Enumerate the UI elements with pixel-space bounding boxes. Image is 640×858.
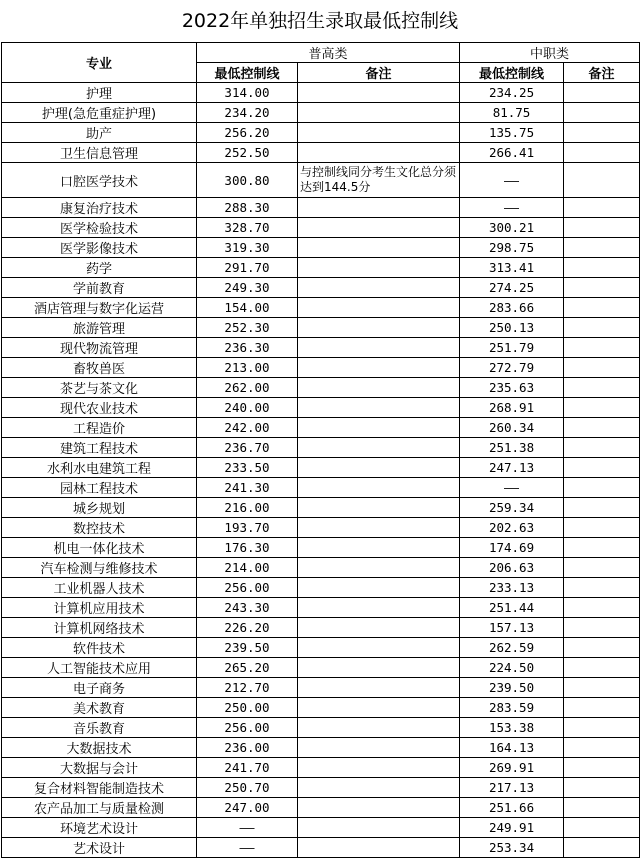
vocational-remark-cell (564, 618, 640, 638)
vocational-min-line-cell: 164.13 (460, 738, 564, 758)
vocational-remark-cell (564, 498, 640, 518)
vocational-min-line-cell: 260.34 (460, 418, 564, 438)
general-min-line-cell: 314.00 (197, 83, 298, 103)
table-row (2, 378, 640, 398)
vocational-remark-cell (564, 438, 640, 458)
general-remark-cell (298, 298, 460, 318)
vocational-remark-cell (564, 298, 640, 318)
vocational-min-line-cell: 153.38 (460, 718, 564, 738)
general-remark-cell: 与控制线同分考生文化总分须达到144.5分 (298, 163, 460, 198)
general-min-line-cell: —— (197, 818, 298, 838)
table-row (2, 578, 640, 598)
general-remark-cell (298, 498, 460, 518)
vocational-min-line-cell: 224.50 (460, 658, 564, 678)
vocational-min-line-cell: 251.66 (460, 798, 564, 818)
vocational-min-line-cell: 269.91 (460, 758, 564, 778)
major-header: 专业 (2, 43, 197, 83)
vocational-min-line-cell: 251.79 (460, 338, 564, 358)
vocational-remark-cell (564, 163, 640, 198)
vocational-min-line-cell: 174.69 (460, 538, 564, 558)
table-row (2, 338, 640, 358)
vocational-remark-cell (564, 83, 640, 103)
general-remark-cell (298, 758, 460, 778)
table-body (2, 83, 640, 858)
general-min-line-cell: 265.20 (197, 658, 298, 678)
general-remark-cell (298, 378, 460, 398)
general-remark-cell (298, 738, 460, 758)
major-cell: 大数据技术 (2, 738, 197, 758)
vocational-min-line-cell: 249.91 (460, 818, 564, 838)
table-row (2, 538, 640, 558)
general-min-line-cell: 291.70 (197, 258, 298, 278)
major-cell: 农产品加工与质量检测 (2, 798, 197, 818)
major-cell: 酒店管理与数字化运营 (2, 298, 197, 318)
vocational-remark-cell (564, 718, 640, 738)
general-min-line-cell: 241.70 (197, 758, 298, 778)
general-min-line-cell: 236.00 (197, 738, 298, 758)
major-cell: 汽车检测与维修技术 (2, 558, 197, 578)
vocational-min-line-cell: 239.50 (460, 678, 564, 698)
vocational-remark-cell (564, 338, 640, 358)
general-remark-cell (298, 123, 460, 143)
major-cell: 工程造价 (2, 418, 197, 438)
general-min-line-cell: 262.00 (197, 378, 298, 398)
vocational-min-line-cell: 206.63 (460, 558, 564, 578)
table-row (2, 618, 640, 638)
vocational-min-line-cell: 251.38 (460, 438, 564, 458)
vocational-min-line-cell: 298.75 (460, 238, 564, 258)
general-remark-cell (298, 198, 460, 218)
vocational-min-line-cell: 250.13 (460, 318, 564, 338)
table-row (2, 163, 640, 198)
vocational-remark-cell (564, 378, 640, 398)
major-cell: 计算机应用技术 (2, 598, 197, 618)
vocational-min-line-cell: 234.25 (460, 83, 564, 103)
table-row (2, 123, 640, 143)
general-min-line-cell: 234.20 (197, 103, 298, 123)
table-row (2, 498, 640, 518)
table-row (2, 778, 640, 798)
vocational-remark-cell (564, 778, 640, 798)
major-cell: 大数据与会计 (2, 758, 197, 778)
vocational-min-line-cell: 283.66 (460, 298, 564, 318)
general-remark-cell (298, 638, 460, 658)
major-cell: 医学检验技术 (2, 218, 197, 238)
vocational-min-line-cell: 283.59 (460, 698, 564, 718)
general-remark-cell (298, 838, 460, 858)
general-min-line-cell: 233.50 (197, 458, 298, 478)
vocational-remark-cell (564, 838, 640, 858)
general-min-line-cell: 328.70 (197, 218, 298, 238)
vocational-min-line-cell: 81.75 (460, 103, 564, 123)
header-row-groups (2, 43, 640, 63)
vocational-group-header: 中职类 (460, 43, 640, 63)
major-cell: 复合材料智能制造技术 (2, 778, 197, 798)
vocational-remark-cell (564, 318, 640, 338)
vocational-min-line-cell: 202.63 (460, 518, 564, 538)
page-title: 2022年单独招生录取最低控制线 (181, 10, 459, 32)
vocational-min-line-cell: —— (460, 478, 564, 498)
vocational-min-line-cell: 253.34 (460, 838, 564, 858)
general-remark-cell (298, 598, 460, 618)
vocational-min-line-cell: 268.91 (460, 398, 564, 418)
general-remark-cell (298, 218, 460, 238)
vocational-min-line-cell: 247.13 (460, 458, 564, 478)
major-cell: 畜牧兽医 (2, 358, 197, 378)
vocational-min-line-cell: 135.75 (460, 123, 564, 143)
major-cell: 药学 (2, 258, 197, 278)
general-min-line-cell: 249.30 (197, 278, 298, 298)
general-remark-cell (298, 718, 460, 738)
general-min-line-cell: 243.30 (197, 598, 298, 618)
general-min-line-cell: 154.00 (197, 298, 298, 318)
major-cell: 人工智能技术应用 (2, 658, 197, 678)
vocational-remark-cell (564, 358, 640, 378)
table-row (2, 458, 640, 478)
general-remark-cell (298, 83, 460, 103)
table-row (2, 258, 640, 278)
general-remark-cell (298, 458, 460, 478)
vocational-remark-cell (564, 238, 640, 258)
major-cell: 数控技术 (2, 518, 197, 538)
table-row (2, 418, 640, 438)
major-cell: 园林工程技术 (2, 478, 197, 498)
general-remark-cell (298, 558, 460, 578)
general-remark-cell (298, 438, 460, 458)
table-row (2, 638, 640, 658)
major-cell: 卫生信息管理 (2, 143, 197, 163)
major-cell: 医学影像技术 (2, 238, 197, 258)
vocational-remark-cell (564, 658, 640, 678)
general-group-header: 普高类 (197, 43, 460, 63)
general-min-line-cell: 250.00 (197, 698, 298, 718)
vocational-remark-cell (564, 598, 640, 618)
table-row (2, 358, 640, 378)
general-remark-cell (298, 478, 460, 498)
major-cell: 茶艺与茶文化 (2, 378, 197, 398)
general-min-line-header: 最低控制线 (197, 63, 298, 83)
general-remark-cell (298, 818, 460, 838)
vocational-remark-cell (564, 678, 640, 698)
vocational-min-line-cell: 266.41 (460, 143, 564, 163)
major-cell: 旅游管理 (2, 318, 197, 338)
general-min-line-cell: 319.30 (197, 238, 298, 258)
general-remark-header: 备注 (298, 63, 460, 83)
vocational-remark-cell (564, 478, 640, 498)
general-remark-cell (298, 678, 460, 698)
table-row (2, 83, 640, 103)
table-row (2, 298, 640, 318)
table-row (2, 478, 640, 498)
general-min-line-cell: 212.70 (197, 678, 298, 698)
vocational-remark-cell (564, 458, 640, 478)
general-min-line-cell: 288.30 (197, 198, 298, 218)
table-row (2, 318, 640, 338)
major-cell: 城乡规划 (2, 498, 197, 518)
table-row (2, 838, 640, 858)
vocational-remark-cell (564, 758, 640, 778)
major-cell: 环境艺术设计 (2, 818, 197, 838)
major-cell: 现代物流管理 (2, 338, 197, 358)
vocational-min-line-cell: 235.63 (460, 378, 564, 398)
vocational-min-line-cell: 300.21 (460, 218, 564, 238)
vocational-min-line-cell: 313.41 (460, 258, 564, 278)
table-row (2, 598, 640, 618)
general-remark-cell (298, 618, 460, 638)
general-min-line-cell: —— (197, 838, 298, 858)
vocational-min-line-cell: 217.13 (460, 778, 564, 798)
major-cell: 美术教育 (2, 698, 197, 718)
vocational-remark-cell (564, 518, 640, 538)
general-min-line-cell: 176.30 (197, 538, 298, 558)
general-min-line-cell: 236.70 (197, 438, 298, 458)
general-remark-cell (298, 103, 460, 123)
vocational-min-line-cell: —— (460, 163, 564, 198)
vocational-min-line-cell: —— (460, 198, 564, 218)
general-remark-cell (298, 238, 460, 258)
general-min-line-cell: 213.00 (197, 358, 298, 378)
vocational-min-line-cell: 157.13 (460, 618, 564, 638)
major-cell: 音乐教育 (2, 718, 197, 738)
table-row (2, 818, 640, 838)
general-min-line-cell: 256.20 (197, 123, 298, 143)
general-remark-cell (298, 143, 460, 163)
major-cell: 电子商务 (2, 678, 197, 698)
vocational-remark-cell (564, 398, 640, 418)
table-row (2, 678, 640, 698)
vocational-remark-cell (564, 418, 640, 438)
general-remark-cell (298, 418, 460, 438)
table-row (2, 698, 640, 718)
general-min-line-cell: 252.50 (197, 143, 298, 163)
vocational-min-line-cell: 251.44 (460, 598, 564, 618)
general-remark-cell (298, 258, 460, 278)
general-remark-cell (298, 318, 460, 338)
major-cell: 机电一体化技术 (2, 538, 197, 558)
general-min-line-cell: 256.00 (197, 578, 298, 598)
table-row (2, 238, 640, 258)
table-row (2, 658, 640, 678)
general-remark-cell (298, 538, 460, 558)
general-remark-cell (298, 278, 460, 298)
vocational-remark-cell (564, 818, 640, 838)
general-min-line-cell: 236.30 (197, 338, 298, 358)
vocational-min-line-cell: 233.13 (460, 578, 564, 598)
table-row (2, 758, 640, 778)
general-remark-cell (298, 518, 460, 538)
table-row (2, 438, 640, 458)
vocational-remark-header: 备注 (564, 63, 640, 83)
score-table (1, 42, 640, 858)
vocational-remark-cell (564, 278, 640, 298)
major-cell: 艺术设计 (2, 838, 197, 858)
vocational-min-line-cell: 272.79 (460, 358, 564, 378)
general-min-line-cell: 256.00 (197, 718, 298, 738)
vocational-min-line-cell: 259.34 (460, 498, 564, 518)
general-min-line-cell: 247.00 (197, 798, 298, 818)
general-min-line-cell: 250.70 (197, 778, 298, 798)
table-row (2, 143, 640, 163)
major-cell: 软件技术 (2, 638, 197, 658)
major-cell: 康复治疗技术 (2, 198, 197, 218)
vocational-remark-cell (564, 123, 640, 143)
vocational-min-line-cell: 262.59 (460, 638, 564, 658)
general-min-line-cell: 226.20 (197, 618, 298, 638)
table-row (2, 198, 640, 218)
vocational-remark-cell (564, 738, 640, 758)
vocational-remark-cell (564, 638, 640, 658)
major-cell: 计算机网络技术 (2, 618, 197, 638)
general-remark-cell (298, 778, 460, 798)
vocational-remark-cell (564, 218, 640, 238)
general-min-line-cell: 239.50 (197, 638, 298, 658)
major-cell: 口腔医学技术 (2, 163, 197, 198)
general-min-line-cell: 216.00 (197, 498, 298, 518)
table-row (2, 738, 640, 758)
vocational-remark-cell (564, 103, 640, 123)
major-cell: 水利水电建筑工程 (2, 458, 197, 478)
major-cell: 现代农业技术 (2, 398, 197, 418)
vocational-remark-cell (564, 698, 640, 718)
general-remark-cell (298, 398, 460, 418)
general-remark-cell (298, 658, 460, 678)
vocational-remark-cell (564, 258, 640, 278)
table-row (2, 718, 640, 738)
general-min-line-cell: 240.00 (197, 398, 298, 418)
table-row (2, 558, 640, 578)
table-row (2, 218, 640, 238)
major-cell: 工业机器人技术 (2, 578, 197, 598)
vocational-remark-cell (564, 143, 640, 163)
vocational-min-line-cell: 274.25 (460, 278, 564, 298)
vocational-min-line-header: 最低控制线 (460, 63, 564, 83)
general-min-line-cell: 252.30 (197, 318, 298, 338)
table-row (2, 103, 640, 123)
general-min-line-cell: 242.00 (197, 418, 298, 438)
general-min-line-cell: 214.00 (197, 558, 298, 578)
general-min-line-cell: 241.30 (197, 478, 298, 498)
general-min-line-cell: 193.70 (197, 518, 298, 538)
major-cell: 助产 (2, 123, 197, 143)
general-remark-cell (298, 578, 460, 598)
general-min-line-cell: 300.80 (197, 163, 298, 198)
major-cell: 护理 (2, 83, 197, 103)
vocational-remark-cell (564, 538, 640, 558)
major-cell: 建筑工程技术 (2, 438, 197, 458)
general-remark-cell (298, 338, 460, 358)
general-remark-cell (298, 698, 460, 718)
general-remark-cell (298, 358, 460, 378)
table-row (2, 278, 640, 298)
table-row (2, 518, 640, 538)
vocational-remark-cell (564, 558, 640, 578)
table-row (2, 398, 640, 418)
vocational-remark-cell (564, 198, 640, 218)
vocational-remark-cell (564, 578, 640, 598)
major-cell: 学前教育 (2, 278, 197, 298)
major-cell: 护理(急危重症护理) (2, 103, 197, 123)
